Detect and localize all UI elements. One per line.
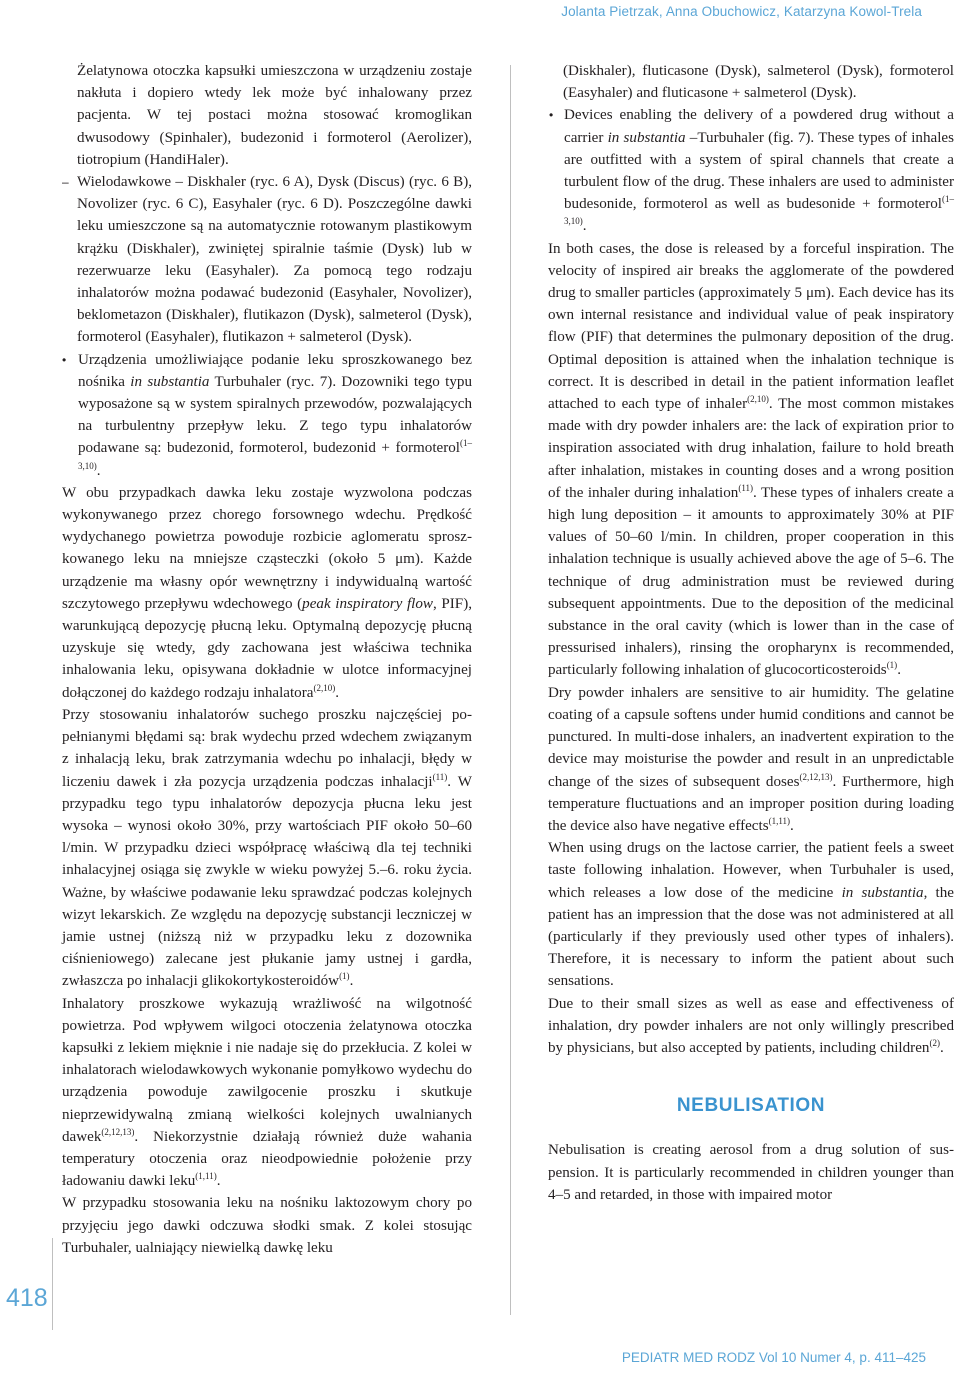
- text-run: .: [349, 973, 354, 990]
- citation: (1,11): [768, 815, 790, 826]
- text-run: . These types of inhalers create a high lung deposition – it amounts to approximately 30% at PIF values of 50–60 l/min. In children, proper cooperation in this inhalation technique is usually achieved above the age of 5–6. The technique of drug administration must be reviewed during subsequent appointments. Due to the deposition of the medicinal substance in the oral cavity (which is lower than in the case of pressurised inhalers), rinsing the oropharynx is recommended, particularly following inhalation of glucocorticosteroids: [548, 484, 954, 679]
- citation: (11): [738, 482, 754, 493]
- citation: (11): [432, 771, 448, 782]
- dash-marker: –: [62, 175, 69, 190]
- section-heading-nebulisation: NEBULISATION: [676, 1095, 826, 1117]
- bullet-text-c: –Turbuhaler (fig. 7). These types of inhales are outfitted with a system of spiral channels that create a turbulent flow of the drug. These inhalers are used to administer budesonide, formoterol as well as budesonide + formoterol: [564, 129, 954, 213]
- citation: (1,11): [195, 1171, 217, 1182]
- text-run: Przy stosowaniu inhalatorów suchego proszku najczęściej popełnianymi błędami są: brak wydechu przed wdechem związanym z inhalacją leku, brak zatrzymania wdechu po inhalacji, błędy w liczeniu dawek i zła pozycja urządzenia podczas inhalacji: [62, 706, 472, 790]
- text-run: Inhalatory proszkowe wykazują wrażliwość na wilgotność powietrza. Pod wpływem wilgoci otoczenia żelatynowa otoczka kapsułki z lekiem mięknie i nie nadaje się do przekłucia. Z kolei w inhalatorach wielodawkowych wykonanie pomyłkowo wydechu do urządzenia powoduje zawilgocenie proszku i skutkuje nieprzewidywalną zmianą wielkości kolejnych uwalnianych dawek: [62, 995, 472, 1145]
- citation: (2): [929, 1037, 940, 1048]
- paragraph-lactose: W przypadku stosowania leku na nośniku laktozowym chory po przyjęciu jego dawki odczuwa słodki smak. Z kolei stosując Turbuhaler, ualniający niewielką dawkę leku: [62, 1195, 472, 1256]
- bullet-text-a: Devices enabling the delivery of a powdered drug without a carrier: [564, 107, 954, 146]
- text-run: , the patient has an impression that the dose was not administered at all (particularly if they previously used other types of inhalers). Therefore, it is necessary to inform the patient about such sensations.: [548, 884, 954, 990]
- bullet-text-italic: in substantia: [130, 373, 210, 390]
- bullet-item-turbuhaler: [62, 349, 472, 482]
- text-run: Dry powder inhalers are sensitive to air humidity. The gelatine coating of a capsule softens under humid conditions and cannot be punctured. In multi-dose inhalers, an inadvertent expiration to the device may moisturise the powder and result in an unpredictable change of the sizes of subsequent doses: [548, 684, 954, 790]
- text-run: Due to their small sizes as well as ease and effectiveness of inhalation, dry powder inhalers are not only willingly prescribed by physicians, but also accepted by patients, including children: [548, 995, 954, 1056]
- text-run: . W przypadku tego typu inhalatorów depozycja płucna leku jest wysoka – wynosi około 30%, przy wartościach PIF około 50–60 l/min. W przypadku dzieci współpracę właściwą dla tej techniki inhalacyjnej osiąga się zwykle w wieku powyżej 5.–6. roku życia. Ważne, by właściwe podawanie leku sprawdzać podczas kolejnych wizyt lekarskich. Ze względu na depozycję substancji leczniczej w jamie ustnej (niższą niż w przypadku leku z dozownika ciśnieniowego) zalecane jest płukanie jamy ustnej i gardła, zwłaszcza po inhalacji glikokortykosteroidów: [62, 773, 472, 990]
- text-run: . The most common mistakes made with dry powder inhalers are: the lack of expiration prior to inspiration associated with drug inhalation, failure to hold breath after inhalation, mistakes in counting doses and a wrong position of the inhaler during inhalation: [548, 396, 954, 501]
- page-number: 418: [6, 1284, 48, 1312]
- paragraph-humidity-en: [548, 682, 954, 837]
- text-run: .: [216, 1173, 221, 1190]
- text-run: In both cases, the dose is released by a forceful inspiration. The velocity of inspired air breaks the agglomerate of the powdered drug to smaller particles (approximately 5 μm). Each device has its own internal resistance and individual value of peak inspiratory flow (PIF) that determines the pulmonary deposition of the drug. Optimal deposition is attained when the inhalation technique is correct. It is described in detail in the patient information leaflet attached to each type of inhaler: [548, 240, 954, 413]
- text-run: .: [939, 1039, 944, 1056]
- text-italic: peak inspiratory flow: [302, 595, 433, 612]
- citation: (1–3,10): [564, 194, 954, 227]
- bullet-marker: •: [549, 108, 554, 123]
- paragraph-capsule: Żelatynowa otoczka kapsułki umieszczona w urządzeniu zostaje nakłuta i dopiero wtedy lek może być inhalowany przez pacjenta. W tej postaci można stosować kromoglikan dwusodowy (Spinhaler), budezonid i formoterol (Aerolizer), tiotropium (HandiHaler).: [77, 63, 472, 168]
- bullet-marker: •: [62, 352, 67, 367]
- paragraph-summary: [548, 993, 954, 1060]
- paragraph-continuation: (Diskhaler), fluticasone (Dysk), salmeterol (Dysk), formoterol (Easyhaler) and fluticasone + salmeterol (Dysk).: [563, 63, 954, 102]
- citation: (2,10): [313, 682, 336, 693]
- text-run: .: [897, 662, 901, 679]
- citation: (2,12,13): [799, 771, 833, 782]
- citation: (1): [339, 971, 350, 982]
- bullet-text-c: Turbuhaler (ryc. 7). Dozowniki tego typu wyposażone są w system spiralnych przewodów, pozwalających na turbulentny przepływ leku. Z tego typu inhalatorów podawane są: budezonid, formoterol, budezonid + formoterol: [78, 373, 472, 457]
- text-italic: in substantia: [841, 884, 924, 901]
- left-column-polish: [62, 60, 472, 1259]
- paragraph-nebulisation: Nebulisation is creating aerosol from a drug solution of suspension. It is particularly recommended in children younger than 4–5 and retarded, in those with impaired motor: [548, 1142, 954, 1203]
- paragraph-both-cases: [548, 238, 954, 682]
- dash-item-multidose: [62, 171, 472, 349]
- page-number-rule: [52, 1238, 53, 1330]
- citation: (2,12,13): [101, 1126, 135, 1137]
- bullet-text-a: Urządzenia umożliwiające podanie leku sproszkowanego bez nośnika: [78, 351, 472, 390]
- text-run: W obu przypadkach dawka leku zostaje wyzwolona podczas wykonywanego przez chorego forsownego wdechu. Prędkość wydychanego powietrza powoduje rozbicie aglomeratu sproszkowanego leku na mniejsze cząsteczki (około 5 μm). Każde urządzenie ma własny opór wewnętrzny i indywidualną wartość szczytowego przepływu wdechowego (: [62, 484, 472, 612]
- text-run: , PIF), warunkującą depozycję płucną leku. Optymalną depozycję płucną uzyskuje się wtedy, gdy zachowana jest właściwa technika inhalowania leku, opisywana dokładnie w ulotce informacyjnej dołączonej do każdego rodzaju inhalatora: [62, 595, 472, 701]
- bullet-text-italic: in substantia: [607, 129, 686, 146]
- right-column-english: [548, 60, 954, 1206]
- citation: (1–3,10): [78, 438, 472, 471]
- citation: (2,10): [747, 394, 769, 405]
- dash-item-text: Wielodawkowe – Diskhaler (ryc. 6 A), Dysk (Discus) (ryc. 6 B), Novolizer (ryc. 6 C), Easyhaler (ryc. 6 D). Poszczególne dawki leku umieszczone są na automatycznie rotowanym plastikowym krążku (Diskhaler), zwiniętej spiralnie taśmie (Dysk) lub w rezerwuarze leku (Easyhaler). Za pomocą tego rodzaju inhalatorów można podawać budezonid (Easyhaler, Novolizer), beklometazon (Diskhaler), flutikazon (Dysk), salmeterol (Dysk), formoterol (Easyhaler), flutikazon + salmeterol (Dysk).: [77, 174, 472, 346]
- text-run: .: [790, 817, 794, 834]
- paragraph-lactose-en: [548, 837, 954, 992]
- column-divider: [510, 65, 511, 1315]
- text-run: When using drugs on the lactose carrier, the patient feels a sweet taste following inhalation. However, when Turbuhaler is used, which releases a low dose of the medicine: [548, 840, 954, 901]
- bullet-text-end: .: [96, 462, 101, 479]
- paragraph-humidity: [62, 993, 472, 1193]
- journal-citation-footer: PEDIATR MED RODZ Vol 10 Numer 4, p. 411–425: [621, 1350, 926, 1365]
- text-run: . Furthermore, high temperature fluctuations and an improper position during loading the device also have negative effects: [548, 773, 955, 834]
- running-header: Jolanta Pietrzak, Anna Obuchowicz, Katarzyna Kowol-Trela: [561, 4, 922, 19]
- paragraph-dose-release: [62, 482, 472, 704]
- paragraph-mistakes: [62, 704, 472, 993]
- bullet-item-devices: [548, 104, 954, 237]
- text-run: . Niekorzystnie działają również duże wahania temperatury otoczenia oraz nieodpowiednie położenie przy ładowaniu dawki leku: [62, 1128, 472, 1190]
- citation: (1): [886, 660, 898, 671]
- bullet-text-end: .: [582, 218, 587, 235]
- text-run: .: [335, 684, 339, 701]
